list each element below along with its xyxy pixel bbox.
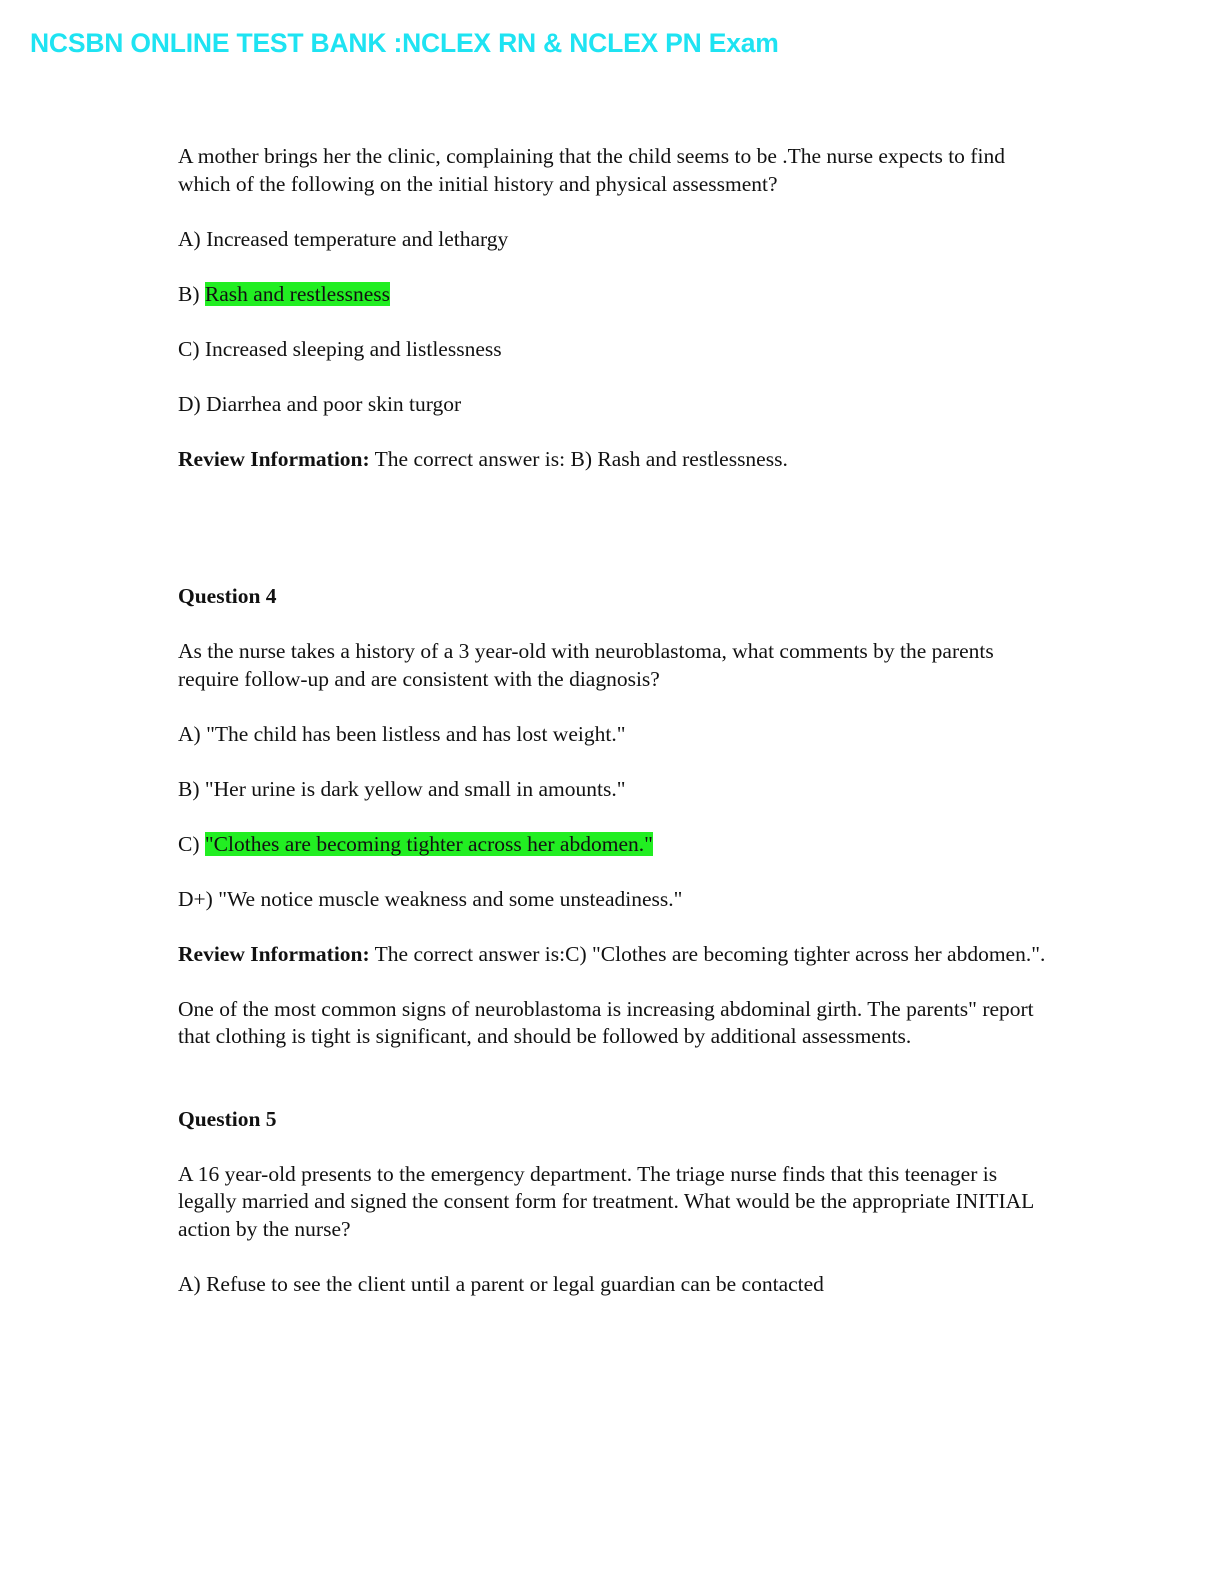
q4-option-b xyxy=(178,776,1048,804)
option-prefix: B) xyxy=(178,776,205,801)
q3-option-c xyxy=(178,336,1048,364)
q4-explanation: One of the most common signs of neuroblastoma is increasing abdominal girth. The parents" report that clothing is tight is significant, and should be followed by additional assessments. xyxy=(178,996,1034,1048)
option-text: Increased sleeping and listlessness xyxy=(204,336,502,361)
review-label: Review Information: xyxy=(178,446,370,471)
option-prefix: B) xyxy=(178,281,205,306)
document-body xyxy=(178,143,1048,1326)
option-text: Diarrhea and poor skin turgor xyxy=(206,391,462,416)
q3-option-b xyxy=(178,281,1048,309)
option-prefix: D+) xyxy=(178,886,219,911)
option-prefix: A) xyxy=(178,721,207,746)
q3-option-d xyxy=(178,391,1048,419)
option-prefix: C) xyxy=(178,336,205,361)
option-prefix: D) xyxy=(178,391,207,416)
correct-answer-highlight: "Clothes are becoming tighter across her abdomen." xyxy=(204,831,653,856)
q4-option-a xyxy=(178,721,1048,749)
option-text: "Her urine is dark yellow and small in amounts." xyxy=(204,776,626,801)
q3-option-a xyxy=(178,226,1048,254)
q4-review xyxy=(178,941,1048,969)
q4-option-d xyxy=(178,886,1048,914)
option-prefix: A) xyxy=(178,226,207,251)
q3-review xyxy=(178,446,1048,474)
review-text: The correct answer is:C) "Clothes are becoming tighter across her abdomen.". xyxy=(369,941,1046,966)
q5-option-a xyxy=(178,1271,1048,1299)
option-text: "We notice muscle weakness and some unsteadiness." xyxy=(218,886,683,911)
q5-heading: Question 5 xyxy=(178,1106,277,1131)
review-text: The correct answer is: B) Rash and restlessness. xyxy=(369,446,788,471)
q5-stem: A 16 year-old presents to the emergency department. The triage nurse finds that this teenager is legally married and signed the consent form for treatment. What would be the appropriate INITIAL action by the nurse? xyxy=(178,1161,1034,1241)
correct-answer-highlight: Rash and restlessness xyxy=(204,281,390,306)
review-label: Review Information: xyxy=(178,941,370,966)
option-prefix: C) xyxy=(178,831,205,856)
option-text: "The child has been listless and has lost weight." xyxy=(206,721,626,746)
q3-stem: A mother brings her the clinic, complaining that the child seems to be .The nurse expects to find which of the following on the initial history and physical assessment? xyxy=(178,144,1005,196)
q4-heading: Question 4 xyxy=(178,584,277,608)
option-text: Increased temperature and lethargy xyxy=(206,226,509,251)
q4-option-c xyxy=(178,831,1048,859)
option-text: Refuse to see the client until a parent or legal guardian can be contacted xyxy=(206,1271,824,1296)
q4-stem: As the nurse takes a history of a 3 year-old with neuroblastoma, what comments by the parents require follow-up and are consistent with the diagnosis? xyxy=(178,639,994,691)
option-prefix: A) xyxy=(178,1271,207,1296)
document-header-title: NCSBN ONLINE TEST BANK :NCLEX RN & NCLEX PN Exam xyxy=(30,28,779,58)
